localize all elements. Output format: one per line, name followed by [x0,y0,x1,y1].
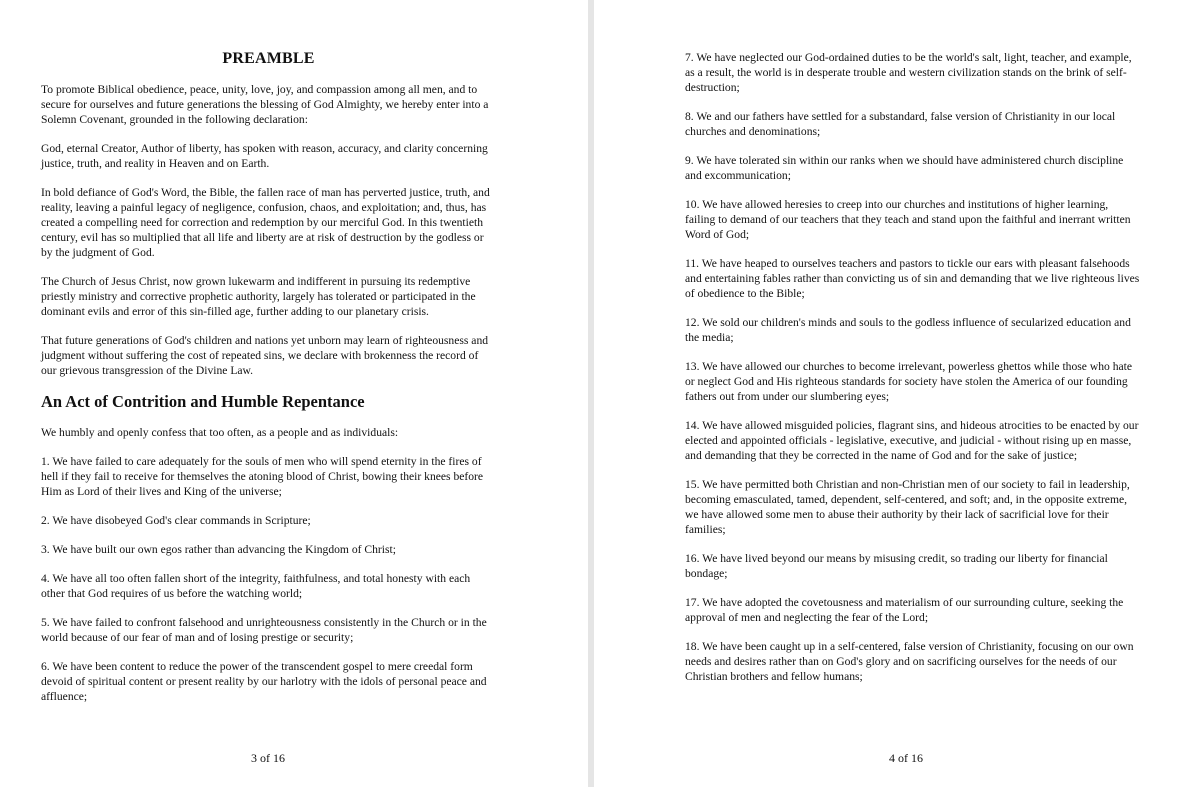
list-item: 14. We have allowed misguided policies, flagrant sins, and hideous atrocities to be enacted by our elected and appointed officials - legislative, executive, and judicial - without rising up en masse, and demanding that they be corrected in the name of God and for the sake of justice; [685,419,1139,462]
preamble-title: PREAMBLE [222,50,315,67]
paragraph: That future generations of God's children and nations yet unborn may learn of righteousness and judgment without suffering the cost of repeated sins, we declare with brokenness the record of our grievous transgression of the Divine Law. [41,334,489,377]
list-item: 17. We have adopted the covetousness and materialism of our surrounding culture, seeking the approval of men and neglecting the fear of the Lord; [685,596,1124,624]
list-item: 3. We have built our own egos rather than advancing the Kingdom of Christ; [41,543,396,556]
list-item: 10. We have allowed heresies to creep into our churches and institutions of higher learning, failing to demand of our teachers that they teach and stand upon the faithful and inerrant written Word of God; [685,198,1131,241]
section-heading: An Act of Contrition and Humble Repentance [41,392,365,411]
page-content [685,50,1140,684]
paragraph: In bold defiance of God's Word, the Bible, the fallen race of man has perverted justice, truth, and reality, leaving a painful legacy of negligence, confusion, chaos, and exploitation; and, thus, has created a compelling need for correction and redemption by our merciful God. In this twentieth century, evil has so multiplied that all life and liberty are at risk of destruction by the godless or by the judgment of God. [41,186,490,259]
list-item: 9. We have tolerated sin within our ranks when we should have administered church discipline and excommunication; [685,154,1124,182]
paragraph: The Church of Jesus Christ, now grown lukewarm and indifferent in pursuing its redemptive priestly ministry and corrective prophetic authority, largely has tolerated or participated in the dominant evils and error of this sin-filled age, further adding to our planetary crisis. [41,275,476,318]
list-item: 2. We have disobeyed God's clear commands in Scripture; [41,514,311,527]
list-item: 16. We have lived beyond our means by misusing credit, so trading our liberty for financial bondage; [685,552,1108,580]
list-item: 11. We have heaped to ourselves teachers and pastors to tickle our ears with pleasant falsehoods and entertaining fables rather than convicting us of sin and demanding that we live righteous lives of obedience to the Bible; [685,257,1140,300]
list-item: 7. We have neglected our God-ordained duties to be the world's salt, light, teacher, and example, as a result, the world is in desperate trouble and western civilization stands on the brink of self-destruction; [685,51,1132,94]
list-item: 8. We and our fathers have settled for a substandard, false version of Christianity in our local churches and denominations; [685,110,1116,138]
list-item: 13. We have allowed our churches to become irrelevant, powerless ghettos while those who hate or neglect God and His righteous standards for society have stolen the America of our founding fathers out from under our slumbering eyes; [685,360,1133,403]
document-page-right [594,0,1200,787]
page-number: 4 of 16 [889,751,923,765]
list-item: 4. We have all too often fallen short of the integrity, faithfulness, and total honesty with each other that God requires of us before the watching world; [41,572,471,600]
page-number: 3 of 16 [251,751,285,765]
list-item: 12. We sold our children's minds and souls to the godless influence of secularized education and the media; [685,316,1131,344]
list-item: 15. We have permitted both Christian and non-Christian men of our society to fail in leadership, becoming emasculated, tamed, dependent, self-centered, and soft; and, in the opposite extreme, we have allowed some men to abuse their authority by their lack of sacrificial love for their families; [685,478,1130,536]
page-content [41,50,496,704]
list-item: 1. We have failed to care adequately for the souls of men who will spend eternity in the fires of hell if they fail to receive for themselves the atoning blood of Christ, bowing their knees before Him as Lord of their lives and King of the universe; [41,455,484,498]
document-page-left [0,0,588,787]
list-item: 5. We have failed to confront falsehood and unrighteousness consistently in the Church or in the world because of our fear of man and of losing prestige or security; [41,616,487,644]
intro-paragraph: We humbly and openly confess that too often, as a people and as individuals: [41,426,399,439]
list-item: 6. We have been content to reduce the power of the transcendent gospel to mere creedal form devoid of spiritual content or present reality by our harlotry with the idols of personal peace and affluence; [41,660,487,703]
paragraph: To promote Biblical obedience, peace, unity, love, joy, and compassion among all men, and to secure for ourselves and future generations the blessing of God Almighty, we hereby enter into a Solemn Covenant, grounded in the following declaration: [41,83,489,126]
list-item: 18. We have been caught up in a self-centered, false version of Christianity, focusing on our own needs and desires rather than on God's glory and on sacrificing ourselves for the needs of our Christian brothers and fellow humans; [685,640,1134,683]
paragraph: God, eternal Creator, Author of liberty, has spoken with reason, accuracy, and clarity concerning justice, truth, and reality in Heaven and on Earth. [41,142,488,170]
